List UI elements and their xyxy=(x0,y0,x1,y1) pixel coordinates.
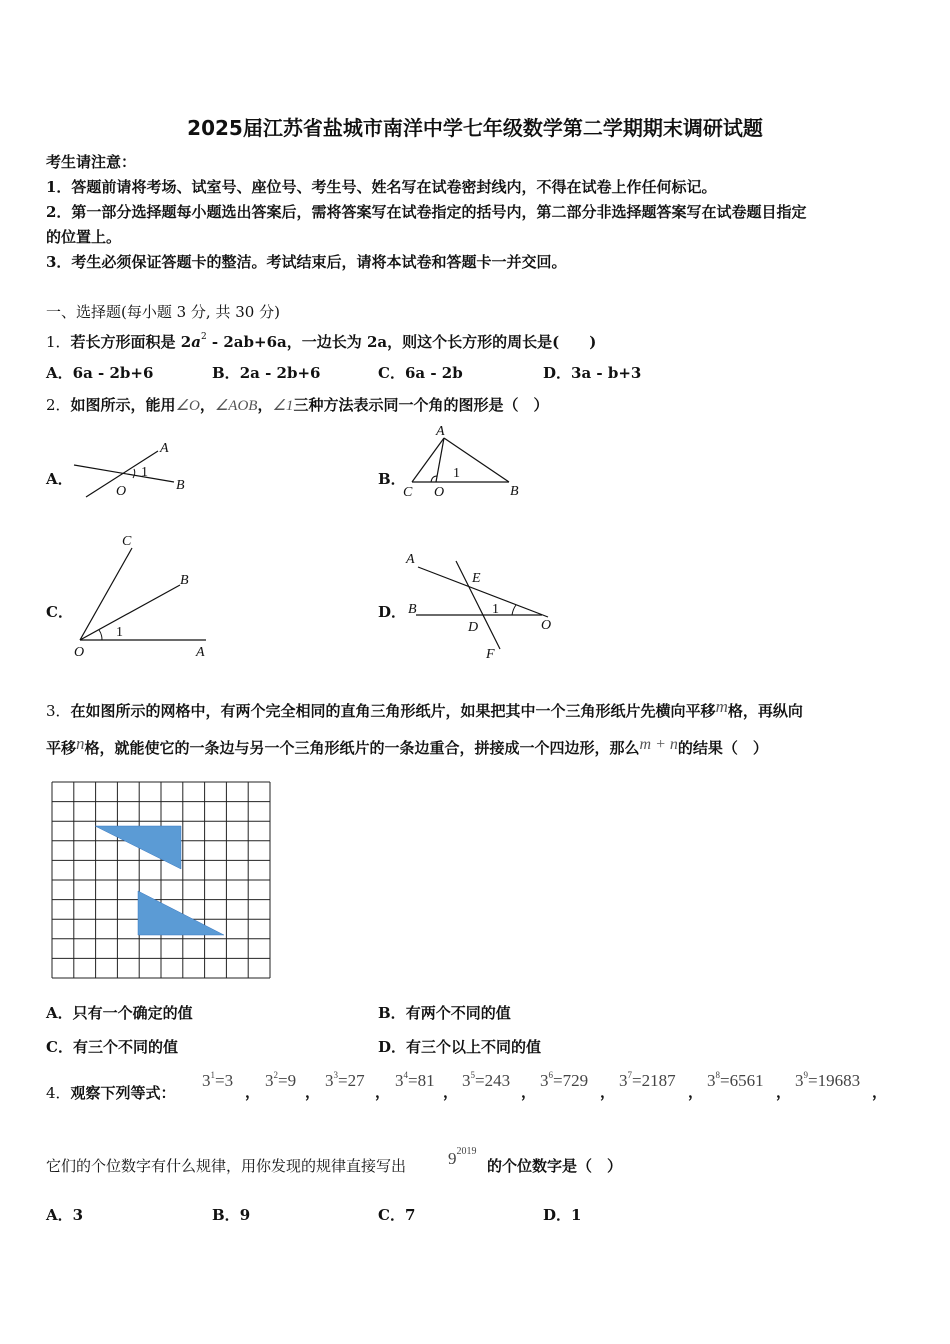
q4-comma-9: ， xyxy=(872,1083,888,1101)
fig-b-label-b: B xyxy=(510,484,519,499)
q4-base: 9 xyxy=(448,1149,457,1168)
triangle-top xyxy=(95,826,181,869)
q3-option-d[interactable] xyxy=(378,1036,541,1057)
fig-b-label-o: O xyxy=(434,485,445,500)
q4-comma-3: ， xyxy=(375,1083,391,1101)
fig-a-line-ob xyxy=(74,465,174,482)
q1-number: 1． xyxy=(46,333,71,351)
q1-option-a-text: 6a - 2b+6 xyxy=(72,364,154,382)
fig-d-line-ao xyxy=(418,567,548,617)
notice-item-1: 1．答题前请将考场、试室号、座位号、考生号、姓名写在试卷密封线内，不得在试卷上作任何标记。 xyxy=(46,178,717,196)
q4-comma-4: ， xyxy=(443,1083,459,1101)
question-3-line-1 xyxy=(46,697,803,721)
q4-option-a-label: A． xyxy=(46,1206,73,1224)
fig-a-label-b: B xyxy=(176,478,185,493)
q3-option-c-text: 有三个不同的值 xyxy=(72,1038,178,1056)
q4-lead: 观察下列等式： xyxy=(70,1084,176,1102)
q4-power-8: $3^8=6561$ xyxy=(707,1070,764,1090)
fig-b-side-ao xyxy=(436,438,444,482)
q4-power-9: $3^9=19683$ xyxy=(795,1070,861,1090)
q3-line1b: 格，再纵向 xyxy=(727,702,803,720)
q3-option-b-text: 有两个不同的值 xyxy=(405,1004,511,1022)
q2-number: 2． xyxy=(46,396,71,414)
q4-option-a-text: 3 xyxy=(72,1206,84,1224)
q3-option-d-text: 有三个以上不同的值 xyxy=(406,1038,542,1056)
notice-item-2: 2．第一部分选择题每小题选出答案后，需将答案写在试卷指定的括号内，第二部分非选择题答案写在试卷题目指定 xyxy=(46,203,807,221)
q4-comma-8: ， xyxy=(776,1083,792,1101)
q1-post: - 2ab+6a，一边长为 2a，则这个长方形的周长是( ) xyxy=(206,333,597,351)
q2-sep-2: ， xyxy=(257,396,273,414)
q2-math-3: ∠1 xyxy=(272,398,294,414)
q4-power-3: $3^3=27$ xyxy=(325,1070,365,1090)
q4-power-6: $3^6=729$ xyxy=(540,1070,589,1090)
q1-option-d-text: 3a - b+3 xyxy=(571,364,642,382)
q1-option-c[interactable] xyxy=(378,362,463,383)
q4-option-b-text: 9 xyxy=(239,1206,251,1224)
grid-lines xyxy=(52,782,270,978)
q2-math-2: ∠AOB xyxy=(214,398,258,414)
question-1 xyxy=(46,327,596,352)
q4-option-b-label: B． xyxy=(212,1206,240,1224)
q1-option-d-label: D． xyxy=(543,364,572,382)
q1-option-c-text: 6a - 2b xyxy=(404,364,463,382)
q2-post: 三种方法表示同一个角的图形是（ ） xyxy=(293,396,549,414)
q2-option-c-label[interactable]: C． xyxy=(46,603,73,621)
q2-option-b-label[interactable]: B． xyxy=(378,470,406,488)
q4-option-d-label: D． xyxy=(543,1206,572,1224)
q2-pre: 如图所示，能用 xyxy=(70,396,176,414)
fig-d-label-b: B xyxy=(408,602,417,617)
q1-option-b-text: 2a - 2b+6 xyxy=(239,364,321,382)
q4-comma-5: ， xyxy=(521,1083,537,1101)
q3-option-a-label: A． xyxy=(46,1004,73,1022)
q1-option-c-label: C． xyxy=(378,364,405,382)
fig-a-arc xyxy=(133,469,135,478)
triangle-bottom xyxy=(138,891,224,935)
q4-power-expression xyxy=(448,1146,477,1169)
q4-option-c-label: C． xyxy=(378,1206,405,1224)
fig-b-side-ca xyxy=(412,438,444,482)
fig-c-label-a: A xyxy=(196,645,205,660)
q3-option-c-label: C． xyxy=(46,1038,73,1056)
fig-a-label-o: O xyxy=(116,484,127,499)
fig-d-label-1: 1 xyxy=(492,602,499,617)
q2-math-1: ∠O xyxy=(175,398,200,414)
fig-d-label-d: D xyxy=(468,620,479,635)
q1-sup: 2 xyxy=(200,332,207,342)
q1-pre: 若长方形面积是 2 xyxy=(70,333,192,351)
fig-d-label-o: O xyxy=(541,618,552,633)
question-2 xyxy=(46,395,548,416)
q4-line-2a: 它们的个位数字有什么规律，用你发现的规律直接写出 xyxy=(46,1157,407,1175)
fig-b-label-1: 1 xyxy=(453,466,460,481)
q2-sep-1: ， xyxy=(199,396,215,414)
section-heading: 一、选择题(每小题 3 分, 共 30 分) xyxy=(46,303,280,321)
q3-line2c: 的结果（ ） xyxy=(677,739,768,757)
fig-b-label-a: A xyxy=(436,424,445,439)
notice-item-2-cont: 的位置上。 xyxy=(46,228,122,246)
fig-c-label-c: C xyxy=(122,534,132,549)
q4-option-d-text: 1 xyxy=(571,1206,582,1224)
q3-option-a-text: 只有一个确定的值 xyxy=(72,1004,193,1022)
q4-option-c[interactable] xyxy=(378,1204,415,1225)
q4-exp: 2019 xyxy=(456,1146,477,1157)
q3-option-b[interactable] xyxy=(378,1002,511,1023)
notice-heading: 考生请注意： xyxy=(46,153,137,171)
q1-option-b[interactable] xyxy=(212,362,320,383)
notice-item-3: 3．考生必须保证答题卡的整洁。考试结束后，请将本试卷和答题卡一并交回。 xyxy=(46,253,567,271)
q4-power-2: $3^2=9$ xyxy=(265,1070,297,1090)
q4-option-d[interactable] xyxy=(543,1204,581,1225)
fig-d-label-e: E xyxy=(472,571,481,586)
q4-power-1: $3^1=3$ xyxy=(202,1070,234,1090)
q3-option-c[interactable] xyxy=(46,1036,178,1057)
q2-figure-d xyxy=(400,545,560,665)
question-4-lead xyxy=(46,1083,176,1103)
q3-line2a: 平移 xyxy=(46,739,77,757)
q1-option-a[interactable] xyxy=(46,362,153,383)
q3-n: n xyxy=(76,734,85,753)
q2-figure-b xyxy=(398,420,528,502)
q4-option-c-text: 7 xyxy=(404,1206,416,1224)
q4-comma-7: ， xyxy=(688,1083,704,1101)
fig-d-label-f: F xyxy=(486,647,495,662)
q3-grid-figure xyxy=(50,780,272,982)
fig-c-arc xyxy=(99,630,102,640)
question-3-line-2 xyxy=(46,734,768,758)
q1-option-d[interactable] xyxy=(543,362,641,383)
q1-option-a-label: A． xyxy=(46,364,73,382)
q3-option-b-label: B． xyxy=(378,1004,406,1022)
q3-m: m xyxy=(715,697,728,716)
q4-power-4: $3^4=81$ xyxy=(395,1070,435,1090)
q4-option-b[interactable] xyxy=(212,1204,250,1225)
q2-option-a-label[interactable]: A． xyxy=(46,470,73,488)
fig-b-label-c: C xyxy=(403,485,413,500)
q4-comma-6: ， xyxy=(600,1083,616,1101)
q4-comma-2: ， xyxy=(305,1083,321,1101)
q1-a: a xyxy=(191,333,201,351)
q3-line1a: 在如图所示的网格中，有两个完全相同的直角三角形纸片，如果把其中一个三角形纸片先横向平移 xyxy=(70,702,716,720)
q2-figure-a xyxy=(70,435,200,505)
fig-d-arc xyxy=(512,605,516,615)
fig-a-label-1: 1 xyxy=(141,465,148,480)
q1-option-b-label: B． xyxy=(212,364,240,382)
fig-c-label-o: O xyxy=(74,645,85,660)
fig-d-label-a: A xyxy=(406,552,415,567)
q4-power-5: $3^5=243$ xyxy=(462,1070,511,1090)
q3-mn: m + n xyxy=(639,736,678,753)
q2-option-d-label[interactable]: D． xyxy=(378,603,407,621)
fig-a-label-a: A xyxy=(160,441,169,456)
q4-number: 4． xyxy=(46,1084,71,1102)
q4-option-a[interactable] xyxy=(46,1204,83,1225)
fig-c-label-1: 1 xyxy=(116,625,123,640)
q3-option-d-label: D． xyxy=(378,1038,407,1056)
q3-option-a[interactable] xyxy=(46,1002,193,1023)
page-title: 2025届江苏省盐城市南洋中学七年级数学第二学期期末调研试题 xyxy=(187,116,763,140)
q4-comma-1: ， xyxy=(245,1083,261,1101)
fig-c-label-b: B xyxy=(180,573,189,588)
q4-line-2b: 的个位数字是（ ） xyxy=(487,1157,623,1175)
q3-line2b: 格，就能使它的一条边与另一个三角形纸片的一条边重合，拼接成一个四边形，那么 xyxy=(84,739,640,757)
q4-power-7: $3^7=2187$ xyxy=(619,1070,676,1090)
q3-number: 3． xyxy=(46,702,71,720)
q2-figure-c xyxy=(68,530,218,664)
